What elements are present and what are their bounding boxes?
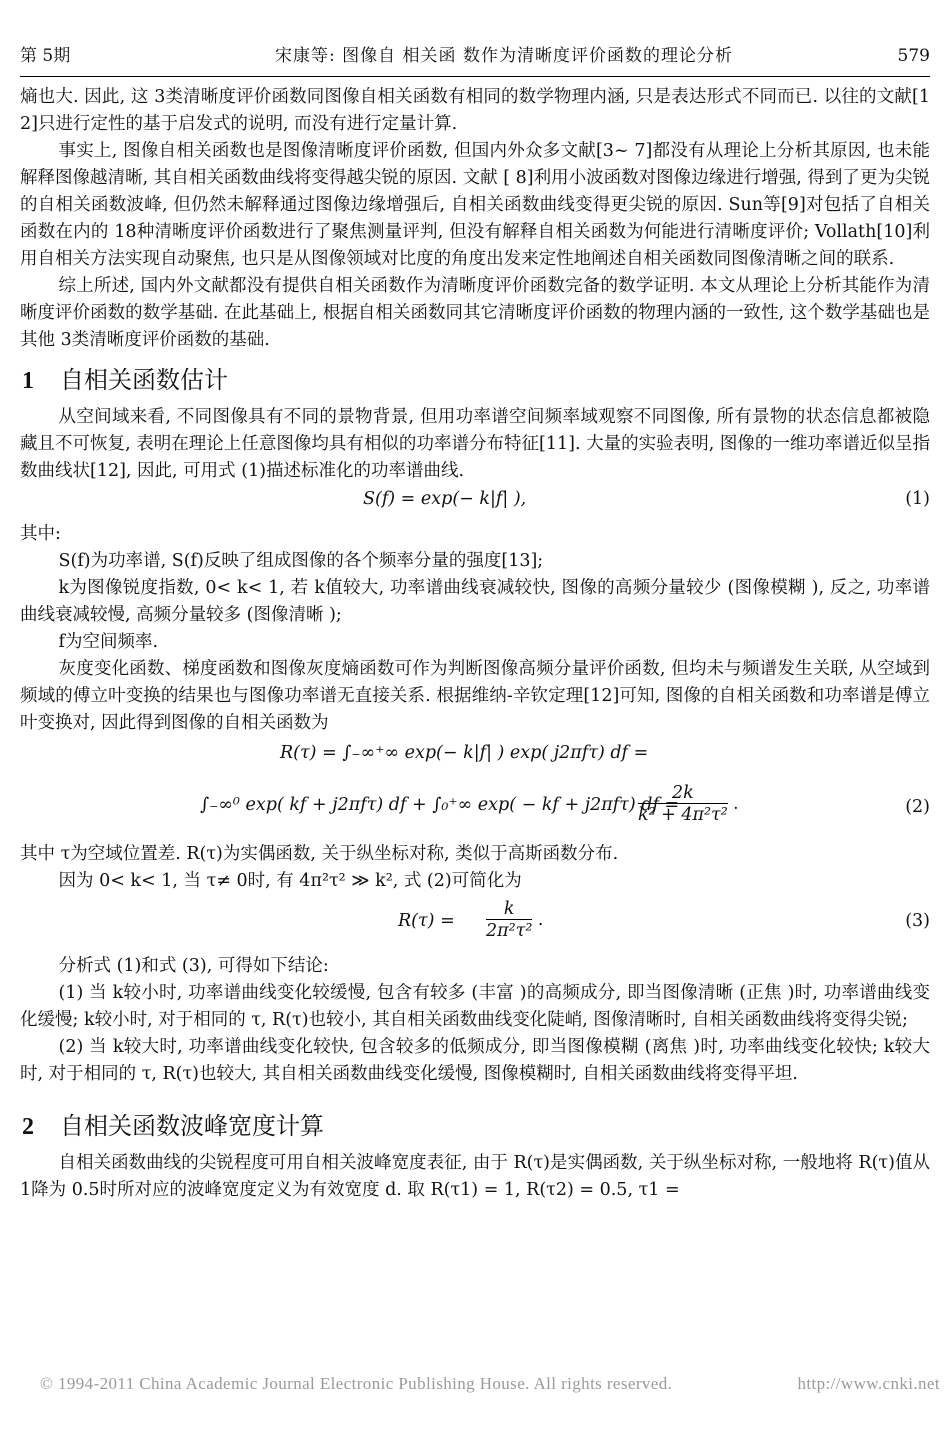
conclusion-1: (1) 当 k较小时, 功率谱曲线变化较缓慢, 包含有较多 (丰富 )的高频成分, 即当图像清晰 (正焦 )时, 功率谱曲线变化缓慢; k较小时, 对于相同的 τ, R(τ)也较小, 其自相关函数曲线变化陡峭, 图像清晰时, 自相关函数曲线将变得尖锐; <box>20 983 930 1030</box>
cnki-url[interactable]: http://www.cnki.net <box>797 1374 940 1393</box>
approximation-text: 因为 0< k< 1, 当 τ≠ 0时, 有 4π²τ² ≫ k², 式 (2)可简化为 <box>58 871 522 891</box>
equation-2-denominator: k² + 4π²τ² <box>638 805 728 825</box>
intro-paragraph-1: 熵也大. 因此, 这 3类清晰度评价函数同图像自相关函数有相同的数学物理内涵, 只是表达形式不同而已. 以往的文献[1 2]只进行定性的基于启发式的说明, 而没有进行定量计算. <box>20 87 930 134</box>
equation-1 <box>20 485 930 521</box>
issue-label: 第 5期 <box>20 46 71 66</box>
copyright-footer <box>40 1374 940 1394</box>
section-2-number: 2 <box>22 1114 34 1140</box>
conclusion-intro: 分析式 (1)和式 (3), 可得如下结论: <box>58 956 329 976</box>
definition-k: k为图像锐度指数, 0< k< 1, 若 k值较大, 功率谱曲线衰减较快, 图像的高频分量较少 (图像模糊 ), 反之, 功率谱曲线衰减较慢, 高频分量较多 (图像清晰 ); <box>20 578 930 625</box>
section-1-number: 1 <box>22 368 34 394</box>
equation-2-fraction: $\frac{2k}{\text{k² + 4π²τ²}}$ . <box>638 783 739 825</box>
definition-s: S(f)为功率谱, S(f)反映了组成图像的各个频率分量的强度[13]; <box>58 551 544 571</box>
tau-note: 其中 τ为空域位置差. R(τ)为实偶函数, 关于纵坐标对称, 类似于高斯函数分布. <box>20 844 619 864</box>
section-1-heading <box>20 356 930 404</box>
equation-1-body: S(f) = exp(− k|f| ), <box>363 489 527 509</box>
running-header <box>20 42 930 77</box>
equation-2-numerator: 2k <box>638 783 728 804</box>
intro-paragraph-2: 事实上, 图像自相关函数也是图像清晰度评价函数, 但国内外众多文献[3~ 7]都没有从理论上分析其原因, 也未能解释图像越清晰, 其自相关函数曲线将变得越尖锐的原因. 文献 [ 8]利用小波函数对图像边缘进行增强, 得到了更为尖锐的自相关函数波峰, 但仍然未解释通过图像边缘增强后, 自相关函数曲线变得更尖锐的原因. Sun等[9]对包括了自相关函数在内的 18种清晰度评价函数进行了聚焦测量评判, 但没有解释自相关函数为何能进行清晰度评价; Vollath[10]利用自相关方法实现自动聚焦, 也只是从图像领域对比度的角度出发来定性地阐述自相关函数同图像清晰之间的联系. <box>20 141 930 269</box>
definition-f: f为空间频率. <box>58 632 159 652</box>
equation-3-denominator: 2π²τ² <box>486 921 533 941</box>
equation-2 <box>20 737 930 841</box>
where-label: 其中: <box>20 524 61 544</box>
section-2-heading <box>20 1102 930 1150</box>
section-2-paragraph-1: 自相关函数曲线的尖锐程度可用自相关波峰宽度表征, 由于 R(τ)是实偶函数, 关于纵坐标对称, 一般地将 R(τ)值从 1降为 0.5时所对应的波峰宽度定义为有效宽度 d. 取 R(τ1) = 1, R(τ2) = 0.5, τ1 = <box>20 1153 930 1200</box>
equation-2-line-1: R(τ) = ∫₋∞⁺∞ exp(− k|f| ) exp( j2πfτ) df = <box>280 743 649 763</box>
equation-1-number: (1) <box>905 489 930 509</box>
equation-3-numerator: k <box>486 899 532 920</box>
equation-3-number: (3) <box>905 911 930 931</box>
conclusion-2: (2) 当 k较大时, 功率谱曲线变化较快, 包含较多的低频成分, 即当图像模糊 (离焦 )时, 功率曲线变化较快; k较大时, 对于相同的 τ, R(τ)也较大, 其自相关函数曲线变化缓慢, 图像模糊时, 自相关函数曲线将变得平坦. <box>20 1037 930 1084</box>
equation-2-number: (2) <box>905 797 930 817</box>
section-1-paragraph-1: 从空间域来看, 不同图像具有不同的景物背景, 但用功率谱空间频率域观察不同图像, 所有景物的状态信息都被隐藏且不可恢复, 表明在理论上任意图像均具有相似的功率谱分布特征[11]. 大量的实验表明, 图像的一维功率谱近似呈指数曲线状[12], 因此, 可用式 (1)描述标准化的功率谱曲线. <box>20 407 930 481</box>
page-body <box>20 84 930 1204</box>
section-1-paragraph-2: 灰度变化函数、梯度函数和图像灰度熵函数可作为判断图像高频分量评价函数, 但均未与频谱发生关联, 从空域到频域的傅立叶变换的结果也与图像功率谱无直接关系. 根据维纳-辛钦定理[12]可知, 图像的自相关函数和功率谱是傅立叶变换对, 因此得到图像的自相关函数为 <box>20 659 930 733</box>
section-1-title: 自相关函数估计 <box>60 366 228 394</box>
intro-paragraph-3: 综上所述, 国内外文献都没有提供自相关函数作为清晰度评价函数完备的数学证明. 本文从理论上分析其能作为清晰度评价函数的数学基础. 在此基础上, 根据自相关函数同其它清晰度评价函数的物理内涵的一致性, 这个数学基础也是其他 3类清晰度评价函数的基础. <box>20 276 930 350</box>
copyright-text: © 1994-2011 China Academic Journal Electronic Publishing House. All rights reserved. <box>40 1374 673 1393</box>
page-number: 579 <box>897 46 930 66</box>
equation-2-line-2: ∫₋∞⁰ exp( kf + j2πfτ) df + ∫₀⁺∞ exp( − kf + j2πfτ) df = <box>200 795 680 815</box>
section-2-title: 自相关函数波峰宽度计算 <box>60 1112 324 1140</box>
running-title: 宋康等: 图像自 相关函 数作为清晰度评价函数的理论分析 <box>275 46 733 66</box>
equation-3-fraction: $\frac{k}{\text{2π²τ²}}$ . <box>486 899 544 941</box>
equation-3 <box>20 895 930 953</box>
equation-3-lhs: R(τ) = <box>398 911 455 931</box>
